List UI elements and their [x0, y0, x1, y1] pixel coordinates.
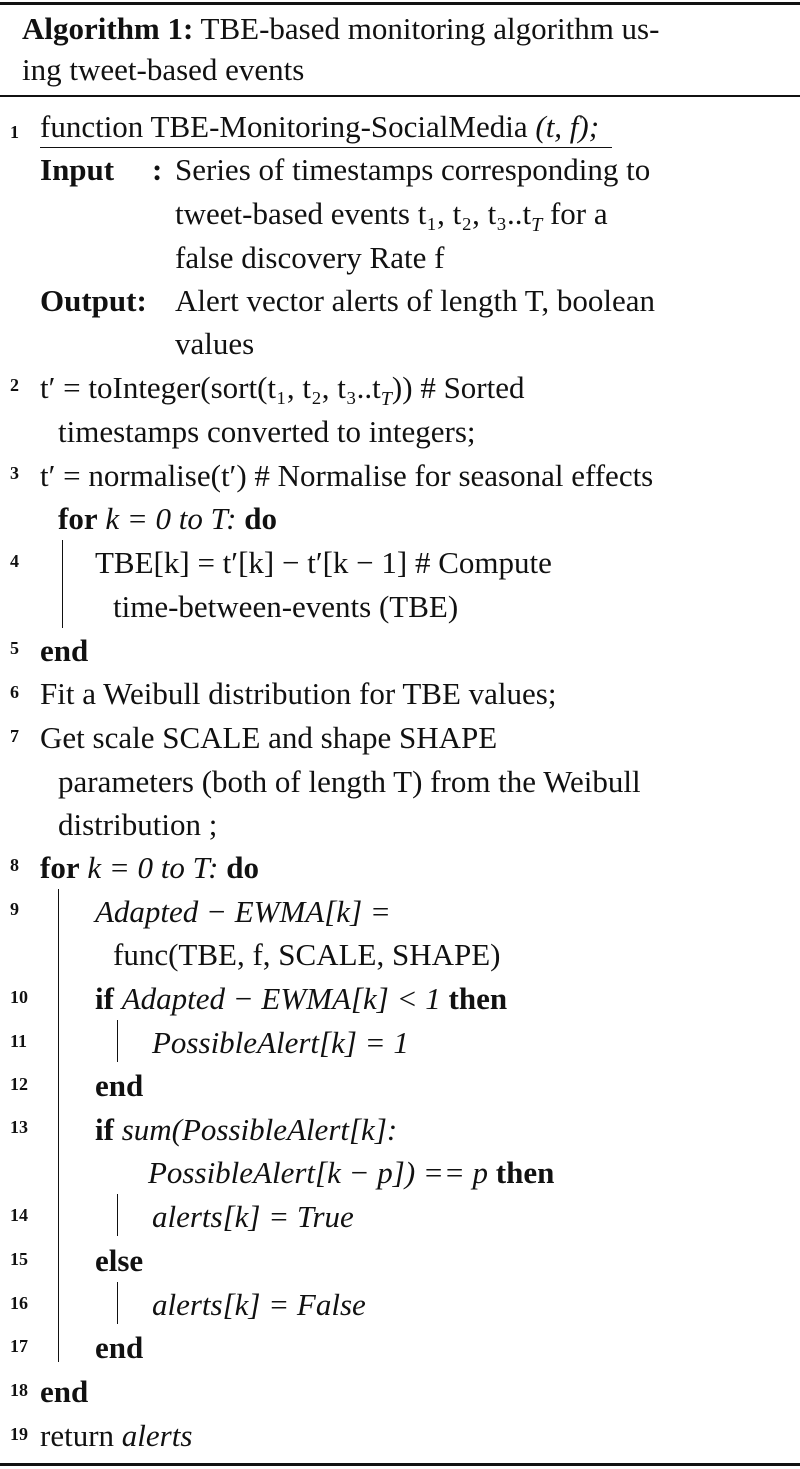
for-condition-1: k = 0 to T: — [105, 501, 237, 536]
algorithm-title-label: Algorithm 1: — [22, 11, 194, 46]
input-text-2-sub: T — [531, 214, 543, 237]
algorithm-title-text-1: TBE-based monitoring algorithm us- — [200, 11, 660, 46]
input-colon: : — [152, 152, 163, 187]
top-rule — [0, 2, 800, 5]
line-number-16: 16 — [10, 1293, 28, 1313]
line-number-11: 11 — [10, 1031, 28, 1051]
for-loop-1 — [58, 498, 277, 540]
bottom-rule — [0, 1463, 800, 1466]
line-number-3: 3 — [10, 463, 19, 483]
line-number-10: 10 — [10, 987, 28, 1007]
function-line — [40, 106, 599, 148]
for-condition-2: k = 0 to T: — [87, 850, 219, 885]
input-label: Input — [40, 152, 115, 187]
alerts-false-line: alerts[k] = False — [152, 1287, 366, 1322]
line-number-7: 7 — [10, 726, 19, 746]
line-number-18: 18 — [10, 1380, 28, 1400]
for-1-body-bar — [62, 540, 63, 628]
sort-line-main: t′ = toInteger(sort(t₁, t₂, t₃..t — [40, 370, 381, 405]
sort-line-tail: )) # Sorted — [391, 370, 525, 405]
output-text-1: Alert vector alerts of length T, boolean — [175, 283, 656, 318]
ewma-assign-line: Adapted − EWMA[k] = — [95, 894, 391, 929]
line-number-1: 1 — [10, 122, 19, 142]
line-number-13: 13 — [10, 1117, 28, 1137]
if-condition-2a: sum(PossibleAlert[k]: — [121, 1112, 398, 1147]
then-keyword-1: then — [448, 981, 508, 1016]
do-keyword-1: do — [244, 501, 277, 536]
input-text-2-main: tweet-based events t₁, t₂, t₃..t — [175, 196, 532, 231]
if-keyword-2: if — [95, 1112, 114, 1147]
tbe-compute-cont: time-between-events (TBE) — [113, 589, 459, 624]
output-text-2: values — [175, 326, 255, 361]
line-number-2: 2 — [10, 375, 19, 395]
end-for-2: end — [40, 1374, 89, 1409]
line-number-5: 5 — [10, 638, 19, 658]
algorithm-title-text-2: ing tweet-based events — [22, 52, 305, 87]
if-sum-cont — [148, 1152, 554, 1194]
return-keyword: return — [40, 1418, 115, 1453]
for-loop-2 — [40, 847, 259, 889]
function-underline — [40, 147, 612, 148]
tbe-compute-line: TBE[k] = t′[k] − t′[k − 1] # Compute — [95, 545, 552, 580]
function-name: TBE-Monitoring-SocialMedia — [150, 109, 528, 144]
normalise-line: t′ = normalise(t′) # Normalise for seasonal effects — [40, 458, 654, 493]
for-keyword-1: for — [58, 501, 98, 536]
do-keyword-2: do — [226, 850, 259, 885]
if-condition-1: Adapted − EWMA[k] < 1 — [121, 981, 441, 1016]
input-text-2-tail: for a — [549, 196, 608, 231]
weibull-fit-line: Fit a Weibull distribution for TBE values; — [40, 676, 557, 711]
if-ewma-line — [95, 978, 507, 1020]
for-keyword-2: for — [40, 850, 80, 885]
output-label: Output: — [40, 283, 147, 318]
if-keyword-1: if — [95, 981, 114, 1016]
input-text-1: Series of timestamps corresponding to — [175, 152, 651, 187]
function-args: (t, f); — [535, 109, 600, 144]
return-line — [40, 1415, 192, 1457]
input-text-3: false discovery Rate f — [175, 240, 445, 275]
else-body-bar — [117, 1282, 118, 1324]
if-2-body-bar — [117, 1194, 118, 1236]
end-if-2: end — [95, 1330, 144, 1365]
alerts-true-line: alerts[k] = True — [152, 1199, 354, 1234]
end-if-1: end — [95, 1068, 144, 1103]
return-variable: alerts — [121, 1418, 193, 1453]
line-number-12: 12 — [10, 1074, 28, 1094]
scale-shape-cont-1: parameters (both of length T) from the Weibull — [58, 764, 641, 799]
sort-line-cont: timestamps converted to integers; — [58, 414, 476, 449]
if-condition-2b: PossibleAlert[k − p]) == p — [148, 1155, 489, 1190]
scale-shape-cont-2: distribution ; — [58, 807, 218, 842]
if-1-body-bar — [117, 1020, 118, 1062]
line-number-9: 9 — [10, 899, 19, 919]
end-for-1: end — [40, 633, 89, 668]
scale-shape-line: Get scale SCALE and shape SHAPE — [40, 720, 498, 755]
if-sum-line — [95, 1109, 397, 1151]
line-number-14: 14 — [10, 1205, 28, 1225]
possible-alert-line: PossibleAlert[k] = 1 — [152, 1025, 409, 1060]
line-number-6: 6 — [10, 682, 19, 702]
sort-line-sub: T — [380, 388, 392, 411]
line-number-8: 8 — [10, 855, 19, 875]
else-keyword: else — [95, 1243, 144, 1278]
function-keyword: function — [40, 109, 144, 144]
line-number-19: 19 — [10, 1424, 28, 1444]
line-number-17: 17 — [10, 1336, 28, 1356]
line-number-15: 15 — [10, 1249, 28, 1269]
title-rule — [0, 95, 800, 97]
then-keyword-2: then — [495, 1155, 555, 1190]
for-2-body-bar — [58, 889, 59, 1362]
algorithm-title — [22, 8, 782, 90]
ewma-func-line: func(TBE, f, SCALE, SHAPE) — [113, 937, 501, 972]
line-number-4: 4 — [10, 551, 19, 571]
